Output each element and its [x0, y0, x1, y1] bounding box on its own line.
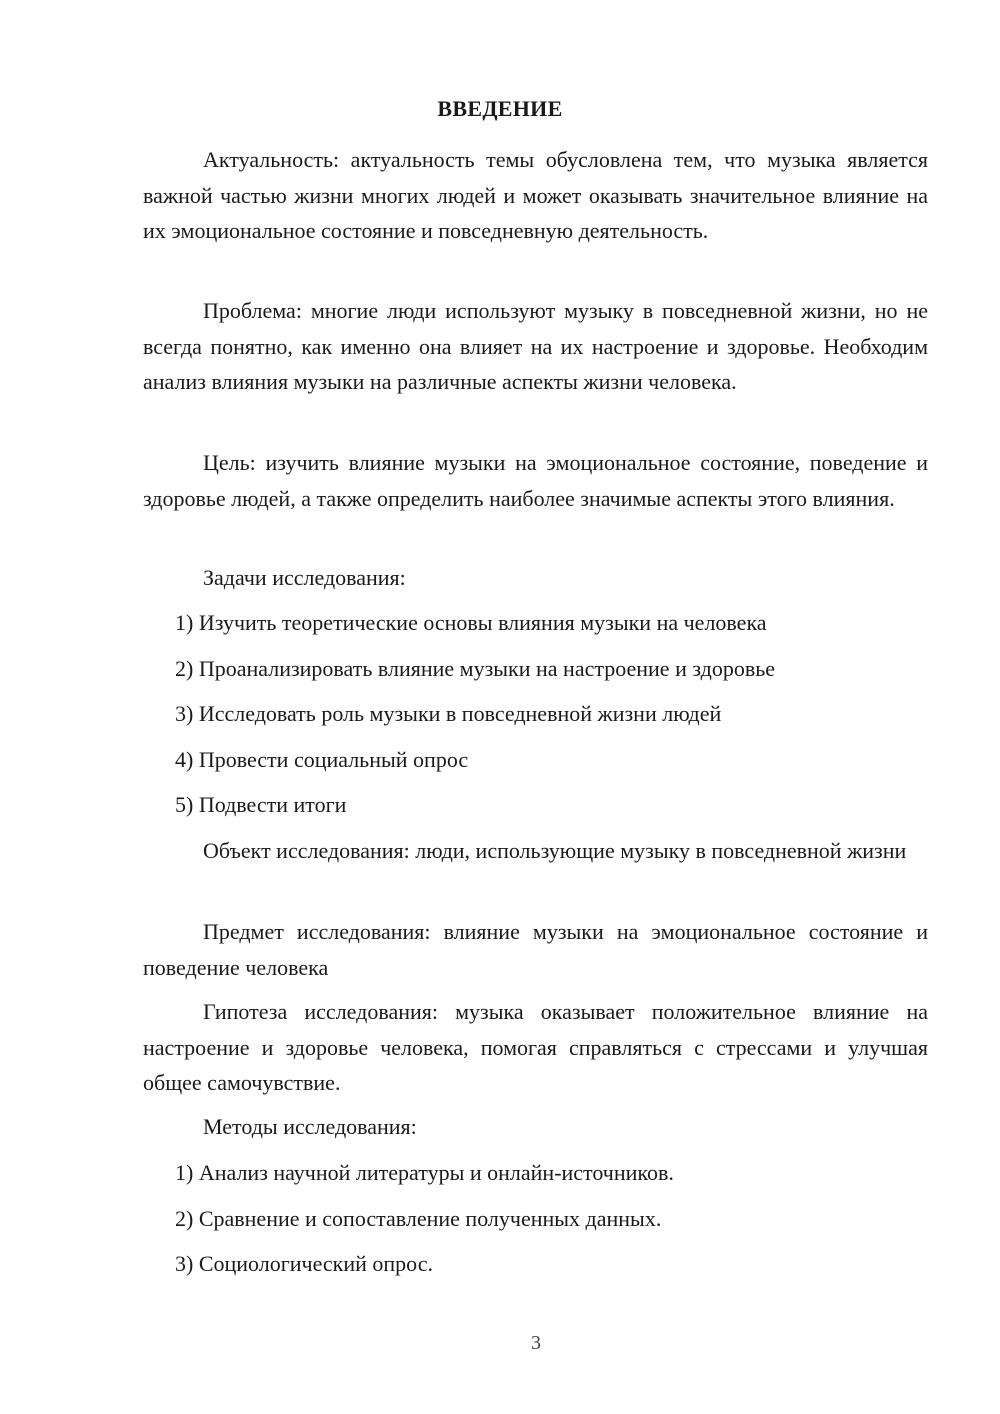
task-item: 3) Исследовать роль музыки в повседневной жизни людей [175, 701, 722, 726]
subject-paragraph: Предмет исследования: влияние музыки на эмоциональное состояние и поведение человека [143, 919, 928, 980]
task-item: 5) Подвести итоги [175, 792, 347, 817]
task-item: 4) Провести социальный опрос [175, 747, 469, 772]
task-item: 1) Изучить теоретические основы влияния музыки на человека [175, 610, 767, 635]
method-item: 2) Сравнение и сопоставление полученных данных. [175, 1206, 662, 1231]
section-title: ВВЕДЕНИЕ [437, 96, 563, 121]
goal-paragraph: Цель: изучить влияние музыки на эмоциональное состояние, поведение и здоровье людей, а также определить наиболее значимые аспекты этого влияния. [143, 450, 928, 511]
tasks-heading: Задачи исследования: [203, 565, 406, 590]
hypothesis-paragraph: Гипотеза исследования: музыка оказывает положительное влияние на настроение и здоровье человека, помогая справляться с стрессами и улучшая общее самочувствие. [143, 999, 928, 1095]
method-item: 1) Анализ научной литературы и онлайн-источников. [175, 1160, 674, 1185]
object-paragraph: Объект исследования: люди, использующие музыку в повседневной жизни [203, 838, 907, 863]
page-number: 3 [531, 1332, 541, 1354]
method-item: 3) Социологический опрос. [175, 1251, 433, 1276]
methods-heading: Методы исследования: [203, 1114, 417, 1139]
task-item: 2) Проанализировать влияние музыки на настроение и здоровье [175, 656, 776, 681]
relevance-paragraph: Актуальность: актуальность темы обусловлена тем, что музыка является важной частью жизни многих людей и может оказывать значительное влияние на их эмоциональное состояние и повседневную деятельность. [143, 147, 928, 243]
problem-paragraph: Проблема: многие люди используют музыку в повседневной жизни, но не всегда понятно, как именно она влияет на их настроение и здоровье. Необходим анализ влияния музыки на различные аспекты жизни человека. [143, 298, 928, 394]
